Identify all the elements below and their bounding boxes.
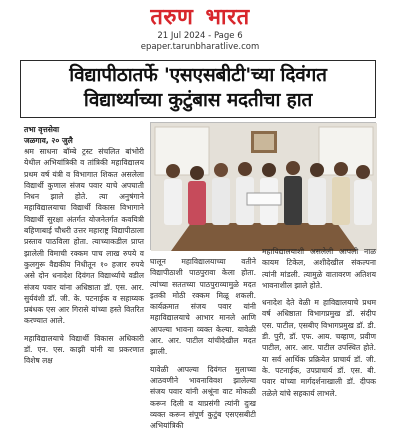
article-paragraph-4: यावेळी आपल्या दिवंगत मुलाच्या आठवणीने भावनाविवश झालेल्या संजय पवार यांनी अश्रूंना वाट मोकळी करून दिली व याप्रसंगी त्यांनी दुःख व्यक्त करून संपूर्ण कुटुंब एसएसबीटी अभियांत्रिकी [150,364,256,431]
article-column-middle [150,256,256,431]
newspaper-logo-row [0,6,400,30]
article-column-right [262,246,376,396]
dateline: जळगाव, २० जुलै [24,136,73,145]
byline: तभा वृत्तसेवा [24,125,60,134]
logo-word-left: तरुण [150,5,194,30]
masthead [0,0,400,56]
headline-line-2: विद्यार्थ्याच्या कुटुंबास मदतीचा हात [83,89,313,111]
headline-line-1: विद्यापीठातर्फे 'एसएसबीटी'च्या दिवंगत [69,64,327,86]
article-column-left [24,124,144,396]
article-photo [150,122,376,250]
issue-date-page: 21 Jul 2024 - Page 6 [157,31,243,41]
newspaper-logo[interactable] [150,6,249,30]
article-paragraph-6: धनादेश देते वेळी म हाविद्यालयाचे प्रथम वर्ष अधिष्ठाता विभागप्रमुख डॉ. संदीप एस. पाटील, एसबीए विभागप्रमुख डॉ. डी. डी. पुरी, डॉ. एफ. आय. चव्हाण, प्रवीण पाटील, आर. आर. पाटील उपस्थित होते. या सर्व आर्थिक प्रक्रियेत प्राचार्य डॉ. जी. के. पटनाईक, उपप्राचार्य डॉ. एस. बी. पवार यांच्या मार्गदर्शनाखाली डॉ. दीपक तळेले यांचे सहकार्य लाभले. [262,298,376,398]
article-paragraph-2: महाविद्यालयाचे विद्यार्थी विकास अधिकारी डॉ. एन. एस. काझी यांनी या प्रकरणात विशेष लक्ष [24,333,144,366]
article-paragraph-1: श्रम साधना बॉम्बे ट्रस्ट संचलित बांभोरी येथील अभियांत्रिकी व तांत्रिकी महाविद्यालय प्रथम वर्ष यंत्री व विभागात शिकत असलेला विद्यार्थी कुणाल संजय पवार याचे अपघाती निधन झाले होते. त्या अनुषंगाने महाविद्यालयाचा विद्यार्थी विकास विभागाने विद्यार्थी सुरक्षा अंतर्गत योजनेतर्गत कवयित्री बहिणाबाई चौधरी उत्तर महाराष्ट्र विद्यापीठाला प्रस्ताव पाठविला होता. त्याच्याकडील प्राप्त झालेली विमाची रक्कम पाच लाख रुपये व कुलगुरू वैद्यकीय निधीतून १० हजार रुपये असे दोन धनादेश दिवंगत विद्यार्थ्याचे वडील संजय पवार यांना अधिष्ठाता डॉ. एस. आर. सुर्यवंशी डॉ. जी. के. पटनाईक व सहाय्यक प्रबंधक एस आर गिरासे यांच्या हस्ते वितरित करण्यात आले. [24,147,144,326]
epaper-url-link[interactable]: epaper.tarunbharatlive.com [140,42,260,52]
headline-box [20,60,376,118]
logo-word-right: भारत [205,5,250,30]
article-paragraph-5: महाविद्यालयाशी असलेली आपली नाळ कायम टिकेल, अशीदेखील संकल्पना त्यांनी मांडली. त्यामुळे वातावरण अतिशय भावनाशील झाले होते. [262,247,376,290]
article-paragraph-3: घालून महाविद्यालयाच्या वतीने विद्यापीठाशी पाठपुरावा केला होता. त्यांच्या सततच्या पाठपुराव्यामुळे मदत इतकी मोठी रक्कम मिळू शकली. कार्यक्रमात संजय पवार यांनी महाविद्यालयाचे आभार मानले आणि आपल्या भावना व्यक्त केल्या. यावेळी आर. आर. पाटील यांचीदेखील मदत झाली. [150,257,256,357]
group-photo-illustration [151,123,377,251]
